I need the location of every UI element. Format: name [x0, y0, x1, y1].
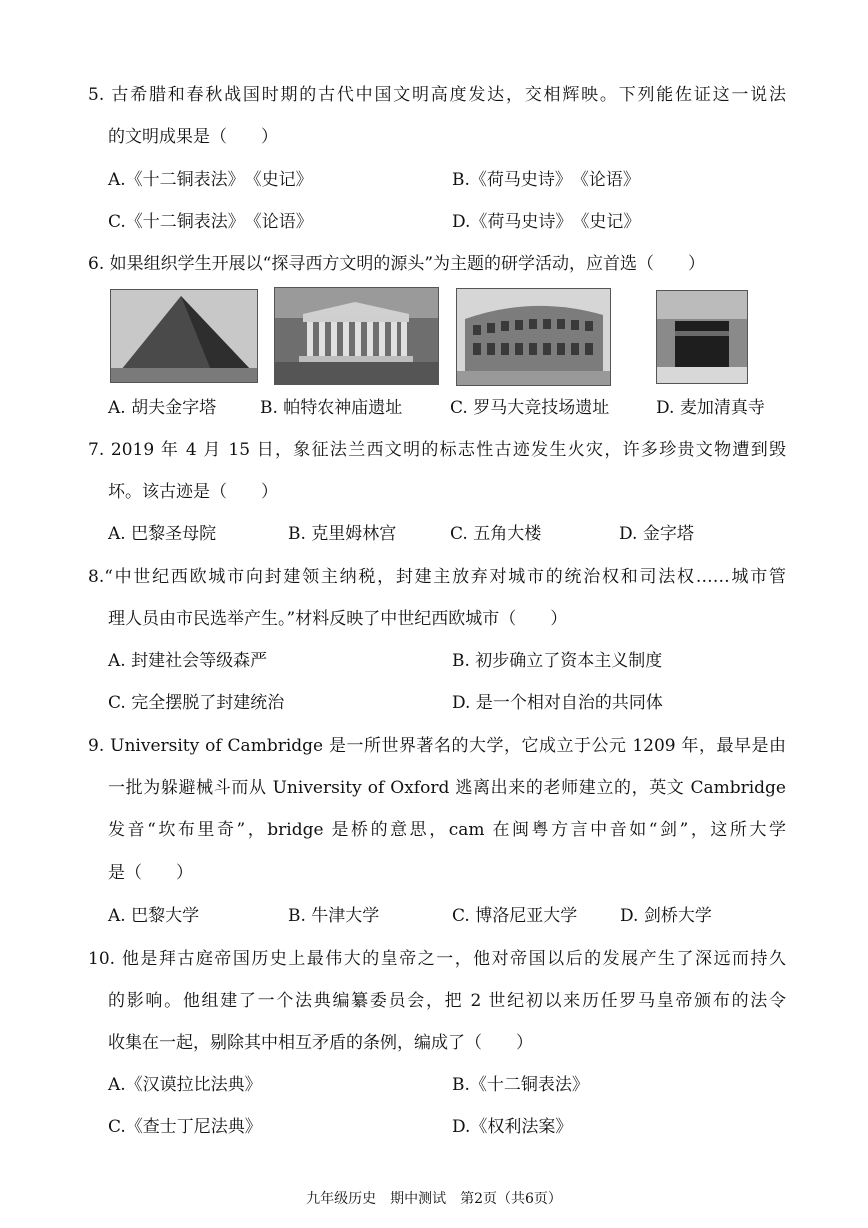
q10-option-d: D.《权利法案》: [452, 1117, 573, 1137]
q8-option-b: B. 初步确立了资本主义制度: [452, 651, 663, 671]
q6-option-a: A. 胡夫金字塔: [108, 398, 217, 418]
q5-option-b: B.《荷马史诗》 《论语》: [452, 170, 640, 190]
q9-line-2: 一批为躲避械斗而从 University of Oxford 逃离出来的老师建立的，英文 Cambridge: [108, 778, 786, 798]
q10-line-2: 的影响。他组建了一个法典编纂委员会，把 2 世纪初以来历任罗马皇帝颁布的法令: [108, 991, 786, 1011]
q9-option-b: B. 牛津大学: [288, 906, 380, 926]
q9-line-4: 是（ ）: [108, 863, 193, 883]
q10-option-a: A.《汉谟拉比法典》: [108, 1075, 262, 1095]
q10-line-3: 收集在一起，剔除其中相互矛盾的条例，编成了（ ）: [108, 1033, 533, 1053]
q5-option-c: C.《十二铜表法》 《论语》: [108, 212, 313, 232]
q6-option-c: C. 罗马大竞技场遗址: [450, 398, 610, 418]
pyramid-image: [110, 289, 258, 383]
q7-option-d: D. 金字塔: [619, 524, 694, 544]
q10-option-b: B.《十二铜表法》: [452, 1075, 589, 1095]
q8-line-1: 8.“中世纪西欧城市向封建领主纳税，封建主放弃对城市的统治权和司法权……城市管: [88, 567, 786, 587]
q9-line-3: 发音“坎布里奇”，bridge 是桥的意思，cam 在闽粤方言中音如“剑”，这所大学: [108, 820, 786, 840]
q7-option-a: A. 巴黎圣母院: [108, 524, 217, 544]
parthenon-image: [274, 287, 439, 385]
q9-line-1: 9. University of Cambridge 是一所世界著名的大学，它成立于公元 1209 年，最早是由: [88, 736, 786, 756]
q8-option-c: C. 完全摆脱了封建统治: [108, 693, 285, 713]
q8-option-d: D. 是一个相对自治的共同体: [452, 693, 663, 713]
q7-line-2: 坏。该古迹是（ ）: [108, 482, 278, 502]
q10-option-c: C.《查士丁尼法典》: [108, 1117, 262, 1137]
page-footer: 九年级历史 期中测试 第2页（共6页）: [306, 1191, 562, 1207]
q5-option-a: A.《十二铜表法》 《史记》: [108, 170, 313, 190]
q7-option-c: C. 五角大楼: [450, 524, 542, 544]
q5-line-2: 的文明成果是（ ）: [108, 127, 278, 147]
q9-option-a: A. 巴黎大学: [108, 906, 200, 926]
colosseum-image: [456, 288, 611, 386]
q5-option-d: D.《荷马史诗》 《史记》: [452, 212, 641, 232]
q6-line-1: 6. 如果组织学生开展以“探寻西方文明的源头”为主题的研学活动，应首选（ ）: [88, 254, 706, 274]
mecca-mosque-image: [656, 290, 748, 384]
q9-option-c: C. 博洛尼亚大学: [452, 906, 578, 926]
q10-line-1: 10. 他是拜古庭帝国历史上最伟大的皇帝之一，他对帝国以后的发展产生了深远而持久: [88, 949, 786, 969]
q7-option-b: B. 克里姆林宫: [288, 524, 397, 544]
q8-option-a: A. 封建社会等级森严: [108, 651, 268, 671]
q9-option-d: D. 剑桥大学: [620, 906, 712, 926]
q6-option-d: D. 麦加清真寺: [656, 398, 765, 418]
q8-line-2: 理人员由市民选举产生。”材料反映了中世纪西欧城市（ ）: [108, 609, 568, 629]
q5-line-1: 5. 古希腊和春秋战国时期的古代中国文明高度发达，交相辉映。下列能佐证这一说法: [88, 85, 786, 105]
q6-option-b: B. 帕特农神庙遗址: [260, 398, 403, 418]
q7-line-1: 7. 2019 年 4 月 15 日，象征法兰西文明的标志性古迹发生火灾，许多珍贵文物遭到毁: [88, 440, 786, 460]
